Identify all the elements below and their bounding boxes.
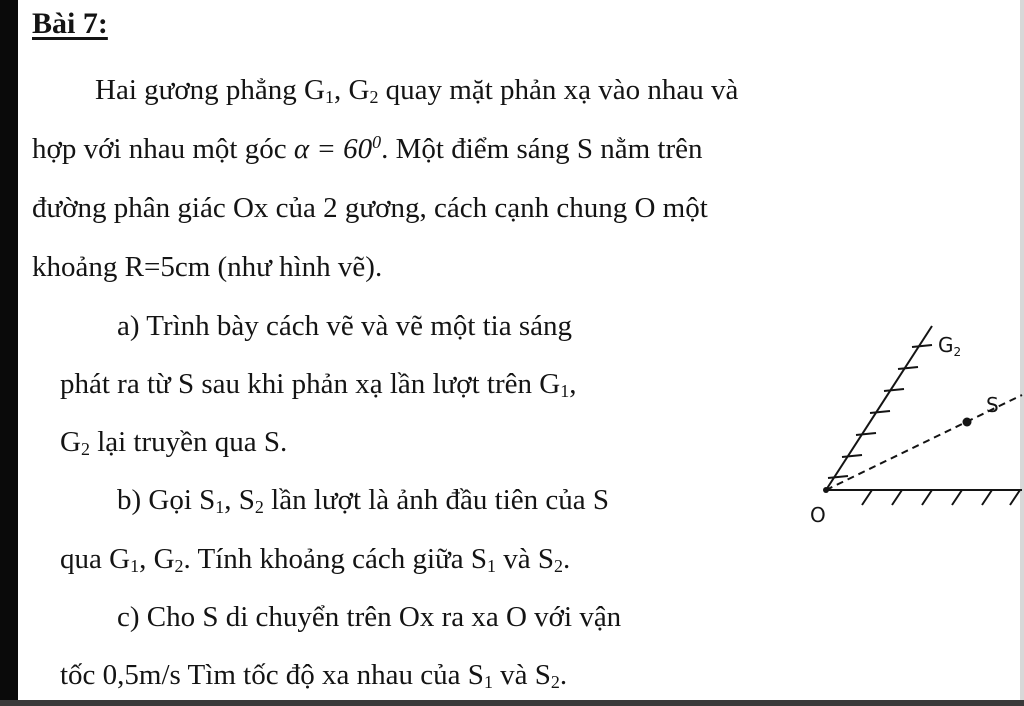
part-b-line-1	[117, 482, 609, 518]
point-s-dot	[963, 418, 972, 427]
part-a-line-2	[60, 366, 576, 402]
text: b) Gọi S	[117, 484, 216, 516]
mirror-g2-hatching	[828, 345, 932, 478]
intro-line-1	[95, 72, 738, 108]
subscript: 2	[174, 555, 184, 576]
text: Hai gương phẳng G	[95, 74, 325, 106]
part-b-line-2	[60, 541, 570, 577]
mirror-diagram	[790, 318, 1024, 528]
text: phát ra từ S sau khi phản xạ lần lượt trên G	[60, 368, 561, 400]
text: , G	[139, 543, 175, 575]
subscript: 1	[130, 555, 140, 576]
subscript: 1	[487, 555, 496, 576]
label-o: O	[810, 503, 826, 527]
intro-line-2	[32, 131, 703, 167]
label-s: S	[986, 393, 999, 417]
text: .	[562, 543, 571, 575]
text: , S	[224, 484, 255, 516]
text: tốc 0,5m/s Tìm tốc độ xa nhau của S	[60, 659, 484, 691]
subscript: 1	[325, 86, 334, 107]
subscript: 2	[554, 555, 563, 576]
text: qua G	[60, 543, 131, 575]
exercise-title: Bài 7:	[32, 7, 108, 40]
text: .	[559, 659, 568, 691]
text: lần lượt là ảnh đầu tiên của S	[263, 484, 610, 516]
mirror-g1-hatching	[862, 490, 1020, 505]
subscript: 2	[254, 496, 264, 517]
superscript: 0	[372, 132, 382, 153]
part-c-line-2	[60, 657, 567, 693]
text: . Tính khoảng cách giữa S	[183, 543, 488, 575]
subscript: 1	[483, 671, 493, 692]
subscript: 2	[369, 86, 379, 107]
text: và S	[496, 543, 554, 575]
part-c-line-1: c) Cho S di chuyển trên Ox ra xa O với vận	[117, 601, 622, 633]
bottom-border	[0, 700, 1024, 706]
point-o-dot	[823, 487, 829, 493]
intro-line-4: khoảng R=5cm (như hình vẽ).	[32, 251, 383, 283]
angle-formula: α = 60	[293, 133, 373, 165]
left-border	[0, 0, 18, 706]
text: ,	[569, 368, 577, 400]
label-g2: $G_2$	[938, 333, 962, 359]
part-a-line-1: a) Trình bày cách vẽ và vẽ một tia sáng	[117, 310, 573, 342]
text: và S	[492, 659, 551, 691]
text: lại truyền qua S.	[89, 426, 288, 458]
text: hợp với nhau một góc	[32, 133, 294, 165]
mirror-g2-line	[826, 326, 932, 490]
text: . Một điểm sáng S nằm trên	[381, 133, 703, 165]
text: G	[60, 426, 81, 458]
intro-line-3: đường phân giác Ox của 2 gương, cách cạnh chung O một	[32, 192, 708, 224]
text: quay mặt phản xạ vào nhau và	[378, 74, 739, 106]
text: , G	[333, 74, 370, 106]
subscript: 1	[560, 380, 570, 401]
subscript: 2	[80, 438, 90, 459]
subscript: 2	[550, 671, 560, 692]
subscript: 1	[215, 496, 225, 517]
part-a-line-3	[60, 424, 287, 460]
